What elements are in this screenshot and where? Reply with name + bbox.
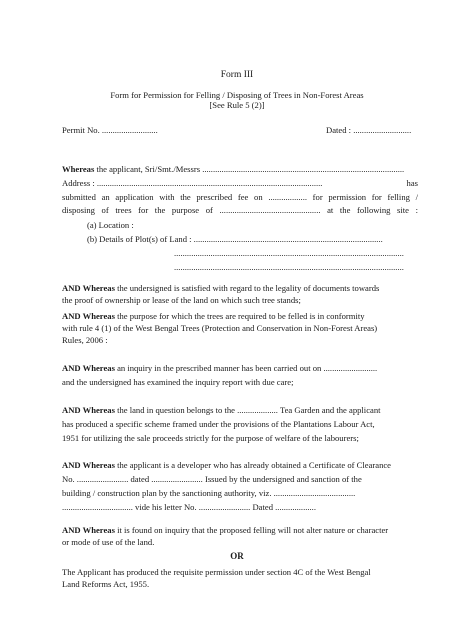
para3-line2: with rule 4 (1) of the West Bengal Trees (Protection and Conservation in Non-Forest Areas) — [62, 323, 378, 333]
para4-line2: and the undersigned has examined the inquiry report with due care; — [62, 377, 294, 387]
and-whereas-lead: AND Whereas — [62, 405, 115, 415]
para6-line3: building / construction plan by the sanctioning authority, viz. ...................................... — [62, 488, 356, 498]
para5-line2: has produced a specific scheme framed under the provisions of the Plantations Labour Act, — [62, 419, 375, 429]
and-whereas-lead: AND Whereas — [62, 283, 115, 293]
para1-line3: submitted an application with the prescribed fee on .................. for permission for felling / — [62, 192, 418, 202]
and-whereas-lead: AND Whereas — [62, 363, 115, 373]
location-item: (a) Location : — [87, 220, 134, 230]
or-separator: OR — [230, 551, 244, 561]
form-title: Form III — [220, 70, 254, 80]
para6-line2: No. ........................ dated ........................ Issued by the undersigned and sanction of the — [62, 474, 362, 484]
para8-line1: The Applicant has produced the requisite permission under section 4C of the West Bengal — [62, 567, 371, 577]
plot-details-line2: ........................................................................................................... — [174, 248, 404, 258]
form-subtitle: Form for Permission for Felling / Disposing of Trees in Non-Forest Areas — [110, 90, 364, 100]
para2-line2: the proof of ownership or lease of the land on which such tree stands; — [62, 295, 301, 305]
plot-details-item: (b) Details of Plot(s) of Land : ........................................................................................ — [87, 234, 383, 244]
address-label: Address : ......................................................................................................... — [62, 178, 323, 188]
whereas-lead: Whereas — [62, 164, 95, 174]
para3-line3: Rules, 2006 : — [62, 335, 108, 345]
para4-line1: AND Whereas an inquiry in the prescribed manner has been carried out on ......................... — [62, 363, 378, 373]
and-whereas-lead: AND Whereas — [62, 311, 115, 321]
para8-line2: Land Reforms Act, 1955. — [62, 579, 150, 589]
and-whereas-lead: AND Whereas — [62, 525, 115, 535]
para7-line2: or mode of use of the land. — [62, 537, 155, 547]
permit-number-blank: .......................... — [99, 125, 158, 135]
para6-line1: AND Whereas the applicant is a developer who has already obtained a Certificate of Clearance — [62, 460, 391, 470]
and-whereas-lead: AND Whereas — [62, 460, 115, 470]
para5-line3: 1951 for utilizing the sale proceeds strictly for the purpose of welfare of the labourers; — [62, 433, 359, 443]
para6-line4: ................................. vide his letter No. ........................ Dated ................... — [62, 502, 316, 512]
form-rule-reference: [See Rule 5 (2)] — [209, 100, 265, 110]
dated-label: Dated : — [326, 125, 352, 135]
para5-line1: AND Whereas the land in question belongs to the ................... Tea Garden and the applicant — [62, 405, 381, 415]
permit-number-field — [62, 124, 158, 136]
dated-field — [326, 124, 411, 136]
para1-line1: Whereas the applicant, Sri/Smt./Messrs .............................................................................................. — [62, 164, 405, 174]
para7-line1: AND Whereas it is found on inquiry that the proposed felling will not alter nature or character — [62, 525, 389, 535]
address-line: Address : ......................................................................................................... has — [62, 178, 418, 188]
para1-line4: disposing of trees for the purpose of ............................................... at the following site : — [62, 205, 418, 215]
plot-details-line3: ........................................................................................................... — [174, 262, 404, 272]
permit-number-label: Permit No. — [62, 125, 100, 135]
dated-blank: ........................... — [351, 125, 412, 135]
para2-line1: AND Whereas the undersigned is satisfied with regard to the legality of documents towards — [62, 283, 380, 293]
para3-line1: AND Whereas the purpose for which the trees are required to be felled is in conformity — [62, 311, 365, 321]
